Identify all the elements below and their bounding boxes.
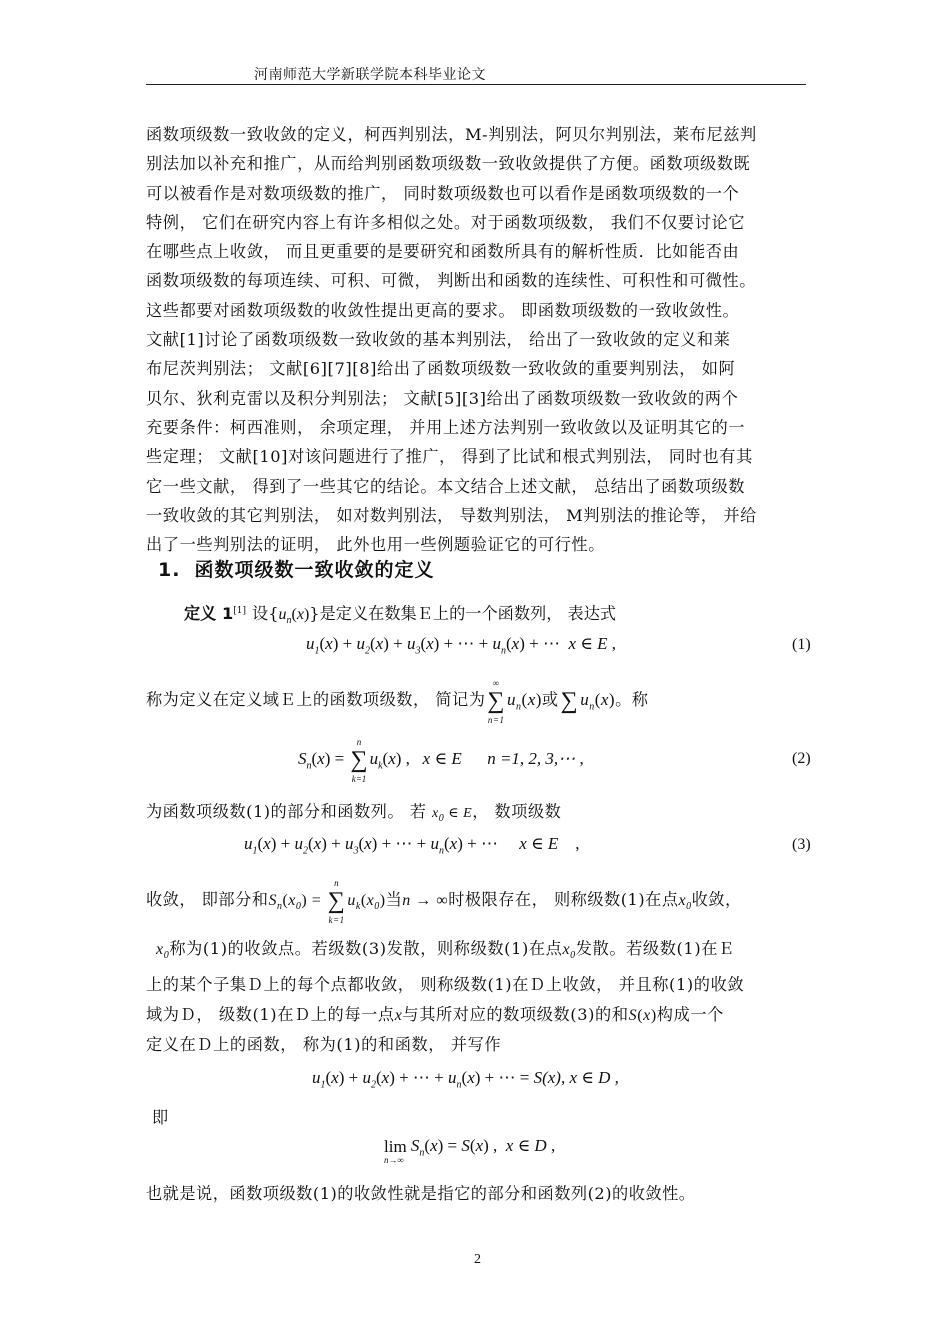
intro-line: 函数项级数一致收敛的定义，柯西判别法，M-判别法，阿贝尔判别法，莱布尼兹判 (146, 125, 757, 144)
intro-line: 文献[1]讨论了函数项级数一致收敛的基本判别法， 给出了一致收敛的定义和莱 (146, 330, 731, 350)
intro-line: 别法加以补充和推广，从而给判别函数项级数一致收敛提供了方便。函数项级数既 (146, 154, 751, 174)
n-range: n =1, 2, 3,⋯ (487, 748, 576, 768)
intro-line: 特例， 它们在研究内容上有许多相似之处。对于函数项级数， 我们不仅要讨论它 (146, 212, 746, 232)
intro-line: 可以被看作是对数项级数的推广， 同时数项级数也可以看作是函数项级数的一个 (146, 183, 740, 203)
math-sum: ∞ ∑ n=1 $u_n(x)$ (487, 678, 542, 726)
equation-3: $u_1(x) + u_2(x) + u_3(x)$ + ⋯ + $u_n(x)$ + ⋯ x ∈ E , (244, 834, 580, 857)
text: 收敛， 即部分和 (146, 890, 269, 909)
definition-label: 定义 1 (184, 604, 234, 623)
equation-1: $u_1(x) + u_2(x) + u_3(x)$ + ⋯ + $u_n(x)$ + ⋯ x ∈ E , (306, 634, 616, 657)
text: 当 (385, 890, 403, 909)
convergence-paragraph (146, 934, 818, 1059)
partial-sum-line (146, 798, 561, 824)
equation-2: $S_n(x)$ = n ∑ k=1 $u_k(x)$ , x ∈ E n =1, 2, 3,⋯ , (298, 737, 584, 784)
intro-line: 一致收敛的其它判别法， 如对数判别法， 导数判别法， M判别法的推论等， 并给 (146, 505, 757, 525)
intro-line: 充要条件：柯西准则， 余项定理， 并用上述方法判别一致收敛以及证明其它的一 (146, 417, 746, 437)
definition-1 (184, 600, 616, 626)
text: 收敛， (691, 890, 742, 909)
intro-line: 贝尔、狄利克雷以及积分判别法； 文献[5][3]给出了函数项级数一致收敛的两个 (146, 388, 739, 408)
series-definition-line (146, 678, 649, 726)
para-line: 定义在Ｄ上的函数， 称为(1)的和函数， 并写作 (146, 1035, 502, 1055)
math-sum-short: ∑ $u_n(x)$ (560, 688, 616, 715)
math-x0-in-e: $x_0$ ∈ E (432, 806, 473, 824)
math-x0: $x_0$ (562, 941, 576, 962)
intro-line: 出了一些判别法的证明， 此外也用一些例题验证它的可行性。 (146, 535, 606, 555)
text: 称为(1)的收敛点。若级数(3)发散，则称级数(1)在点 (169, 939, 563, 958)
math-x0: $x_0$ (156, 941, 170, 962)
closing-sentence: 也就是说，函数项级数(1)的收敛性就是指它的部分和函数列(2)的收敛性。 (146, 1184, 696, 1203)
running-header (146, 62, 806, 85)
text: 为函数项级数(1)的部分和函数列。 若 (146, 802, 427, 821)
text: 称为定义在定义域Ｅ上的函数项级数， 简记为 (146, 690, 486, 709)
math-n-to-inf: n → ∞ (402, 892, 449, 909)
limit-equation: lim n→∞ $S_n(x) = S(x)$ , x ∈ D , (384, 1136, 556, 1166)
equation-rhs: S(x), x ∈ D , (533, 1068, 619, 1087)
para-line (146, 934, 818, 970)
section-number: 1. (158, 559, 181, 581)
text: 或 (541, 690, 559, 709)
text: 域为Ｄ， 级数(1)在Ｄ上的每一点 (146, 1004, 395, 1024)
section-title: 函数项级数一致收敛的定义 (194, 559, 435, 581)
sum-function-equation: $u_1(x) + u_2(x)$ + ⋯ + $u_n(x)$ + ⋯ = S(x), x ∈ D , (312, 1068, 619, 1091)
para-line: 上的某个子集Ｄ上的每个点都收敛， 则称级数(1)在Ｄ上收敛， 并且称(1)的收敛 (146, 975, 745, 995)
citation: [1] (233, 605, 247, 616)
page-number: 2 (474, 1252, 481, 1267)
intro-paragraph (146, 120, 818, 559)
text: ， 数项级数 (472, 802, 562, 821)
text: 构成一个 (656, 1004, 724, 1024)
equation-number-3: (3) (792, 836, 811, 853)
intro-line: 函数项级数的每项连续、可积、可微， 判断出和函数的连续性、可积性和可微性。 (146, 271, 757, 291)
math-partial-sum: $S_n(x_0)$ = n ∑ k=1 $u_k(x_0)$ (268, 878, 386, 926)
intro-line: 它一些文献， 得到了一些其它的结论。本文结合上述文献， 总结出了函数项级数 (146, 476, 746, 496)
definition-text: }是定义在数集Ｅ上的一个函数列， 表达式 (309, 604, 617, 623)
math-x: x (394, 1006, 403, 1024)
ji-text: 即 (152, 1108, 169, 1127)
equation-number-1: (1) (792, 636, 811, 653)
intro-line: 这些都要对函数项级数的收敛性提出更高的要求。 即函数项级数的一致收敛性。 (146, 300, 740, 320)
math-un: $u_n(x)$ (278, 606, 310, 627)
math-sx: S(x) (628, 1006, 657, 1024)
intro-line: 些定理； 文献[10]对该问题进行了推广， 得到了比试和根式判别法， 同时也有其 (146, 447, 753, 467)
intro-line: 布尼茨判别法； 文献[6][7][8]给出了函数项级数一致收敛的重要判别法， 如阿 (146, 359, 736, 379)
text: 。称 (615, 690, 649, 709)
text: 发散。若级数(1)在Ｅ (575, 939, 735, 958)
equation-number-2: (2) (792, 750, 811, 767)
section-heading (158, 555, 434, 582)
math-x0: $x_0$ (678, 892, 692, 913)
definition-text: 设{ (252, 604, 279, 623)
text: 时极限存在， 则称级数(1)在点 (448, 890, 679, 909)
running-title: 河南师范大学新联学院本科毕业论文 (254, 67, 486, 83)
convergence-line (146, 878, 742, 926)
intro-line: 在哪些点上收敛， 而且更重要的是要研究和函数所具有的解析性质．比如能否由 (146, 242, 740, 262)
para-line (146, 1000, 818, 1030)
text: 与其所对应的数项级数(3)的和 (402, 1004, 629, 1024)
